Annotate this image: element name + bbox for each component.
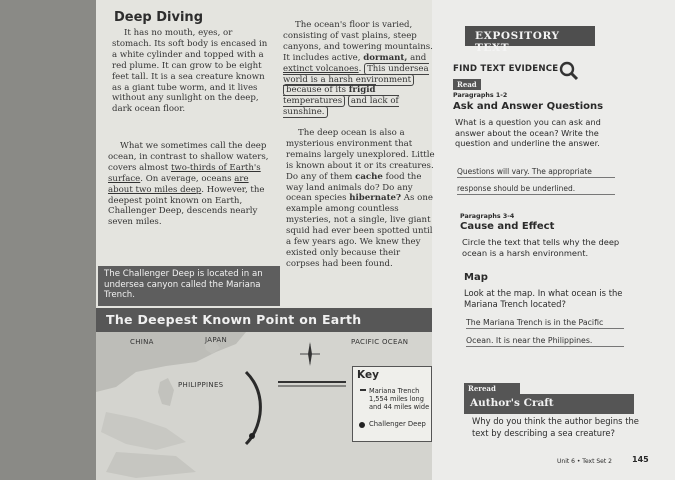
deep-key-swatch [359, 422, 365, 428]
reread-tag: Reread [464, 383, 520, 394]
answer-line-3: The Mariana Trench is in the Pacific [466, 318, 624, 329]
vocab-cache: cache [355, 171, 383, 182]
paragraph-2 [108, 141, 272, 228]
paragraph-2-text-c: . However, the deepest point known on Earth, Challenger Deep, descends nearly seven miles. [108, 184, 265, 228]
paragraph-4 [286, 128, 436, 270]
circle-question: Circle the text that tells why the deep ocean is a harsh environment. [462, 237, 620, 258]
answer-line-4: Ocean. It is near the Philippines. [466, 336, 624, 347]
callout-box: The Challenger Deep is located in an undersea canyon called the Mariana Trench. [98, 266, 280, 306]
vocab-hibernate: hibernate? [349, 193, 402, 204]
map-heading: Map [464, 272, 488, 283]
unit-footer: Unit 6 • Text Set 2 [557, 458, 612, 465]
trench-key-swatch [360, 389, 366, 391]
underlined-two-thirds: two-thirds of Earth's surface [108, 162, 261, 184]
label-philippines: PHILIPPINES [178, 381, 224, 389]
label-japan: JAPAN [205, 336, 228, 344]
vocab-dormant: dormant, [363, 52, 408, 63]
paragraph-3-text-b: and [407, 52, 427, 63]
circled-text-2a: because of its [286, 85, 349, 96]
article-title: Deep Diving [114, 10, 203, 25]
underlined-extinct-volcanoes: extinct volcanoes [283, 63, 359, 74]
cause-effect-heading: Cause and Effect [460, 221, 555, 232]
page-number: 145 [632, 455, 649, 464]
underlined-two-miles: are about two miles deep [108, 173, 249, 195]
circled-text-2b: temperatures [283, 96, 343, 107]
paragraph-4-text-b: food the way land animals do? Do any ocean species [286, 171, 422, 204]
key-title: Key [357, 369, 379, 381]
key-trench-label: Mariana Trench 1,554 miles long and 44 miles wide [369, 387, 430, 411]
map-key [352, 366, 432, 442]
map-question: Look at the map. In what ocean is the Mariana Trench located? [464, 288, 623, 309]
find-evidence-heading: FIND TEXT EVIDENCE [453, 64, 559, 74]
challenger-deep-marker [249, 433, 255, 439]
paragraph-4-text-a: The deep ocean is also a mysterious environment that remains largely unexplored. Little is known about it or its creatures. Do any of them [286, 128, 435, 182]
paragraph-4-text-c: As one example among countless mysteries, not a single, live giant squid had ever been spotted until a few years ago. We knew they existed only because their corpses had been found. [286, 193, 433, 269]
key-deep-label: Challenger Deep [369, 420, 426, 428]
paragraph-3 [283, 20, 433, 118]
map-title: The Deepest Known Point on Earth [96, 308, 432, 332]
paragraph-2-text-a: What we sometimes call the deep ocean, in contrast to shallow waters, covers almost [108, 141, 269, 173]
vocab-frigid: frigid [348, 85, 376, 96]
paragraph-2-text-b: . On average, oceans [140, 173, 235, 184]
circled-text-3: and lack of sunshine. [283, 96, 399, 118]
answer-line-2: response should be underlined. [457, 184, 615, 195]
paragraph-1-text: It has no mouth, eyes, or stomach. Its soft body is encased in a white cylinder and topped with a red plume. It can grow to be eight feet tall. It is a sea creature known as a giant tube worm, and it lives without any sunlight on the deep, dark ocean floor. [112, 28, 268, 115]
ask-answer-heading: Ask and Answer Questions [453, 101, 604, 112]
paragraphs-1-2-label: Paragraphs 1-2 [453, 92, 508, 99]
authors-craft-heading: Author's Craft [464, 394, 634, 414]
paragraphs-3-4-label: Paragraphs 3-4 [460, 213, 515, 220]
paragraph-3-text-a: The ocean's floor is varied, consisting of vast plains, steep canyons, and towering mountains. It includes active, [283, 20, 433, 63]
answer-line-1: Questions will vary. The appropriate [457, 167, 615, 178]
expository-text-badge: EXPOSITORY TEXT [465, 26, 595, 46]
magnifier-icon [558, 60, 580, 82]
read-tag: Read [453, 79, 481, 90]
label-china: CHINA [130, 338, 154, 346]
circled-text-1: This undersea world is a harsh environment [283, 63, 429, 85]
label-pacific-ocean: PACIFIC OCEAN [351, 338, 409, 346]
question-1: What is a question you can ask and answer about the ocean? Write the question and underline the answer. [455, 117, 601, 148]
paragraph-3-text-c: . [358, 63, 365, 74]
why-question: Why do you think the author begins the text by describing a sea creature? [472, 416, 639, 438]
paragraph-1 [112, 28, 270, 115]
